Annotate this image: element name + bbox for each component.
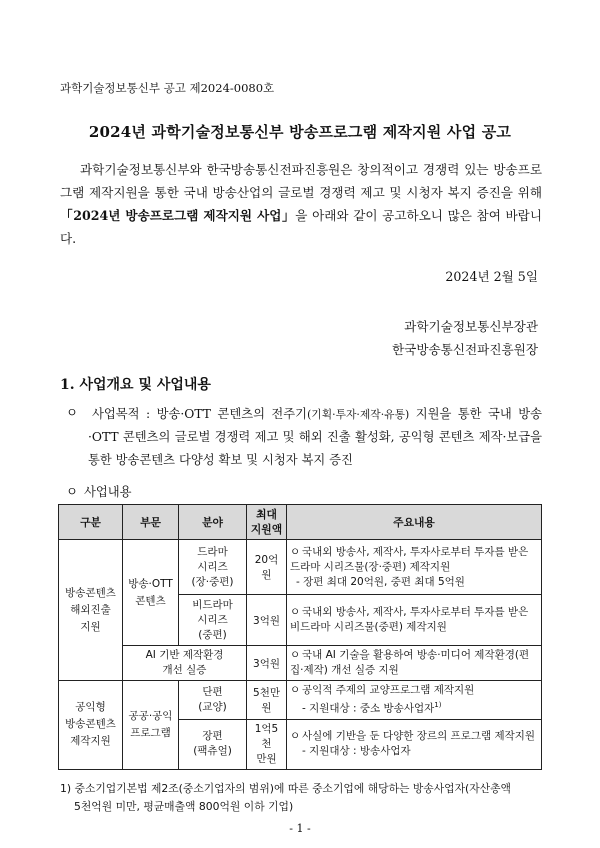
field-cell: 단편 (교양) <box>179 681 247 720</box>
details-cell <box>287 540 542 595</box>
detail-text: 국내외 방송사, 제작사, 투자사로부터 투자를 받은 비드라마 시리즈물(중편) 제작지원 <box>290 606 529 633</box>
details-cell <box>287 681 542 720</box>
field-cell: 장편 (팩츄얼) <box>179 719 247 769</box>
purpose-text-1: 방송·OTT 콘텐츠의 전주기 <box>156 407 308 421</box>
footnote-line-1: 1) 중소기업기본법 제2조(중소기업자의 범위)에 따른 중소기업에 해당하는 방송사업자(자산총액 <box>60 782 511 795</box>
intro-paragraph <box>60 158 542 250</box>
detail-bullet: ㅇ <box>290 545 301 558</box>
detail-subtext: - 지원대상 : 중소 방송사업자 <box>302 702 435 715</box>
bullet-mark: ㅇ <box>66 406 78 420</box>
field-cell: 비드라마 시리즈 (중편) <box>179 595 247 646</box>
content-label: 사업내용 <box>84 485 132 499</box>
intro-program-name: 「2024년 방송프로그램 제작지원 사업」 <box>60 208 296 223</box>
purpose-bullet <box>66 403 84 421</box>
notice-number: 과학기술정보통신부 공고 제2024-0080호 <box>60 81 275 95</box>
footnote-line-2: 5천억원 미만, 평균매출액 800억원 이하 기업) <box>74 800 294 813</box>
header-division: 부문 <box>123 505 179 540</box>
details-cell <box>287 595 542 646</box>
detail-bullet: ㅇ <box>290 684 301 696</box>
details-cell <box>287 719 542 769</box>
content-bullet <box>66 482 132 500</box>
header-max-support: 최대 지원액 <box>247 505 287 540</box>
detail-subtext: - 지원대상 : 방송사업자 <box>302 745 411 757</box>
section-1-title: 1. 사업개요 및 사업내용 <box>60 377 211 393</box>
purpose-text-2: 지원을 통한 국내 방송·OTT 콘텐츠의 글로벌 경쟁력 제고 및 해외 진출 활성화, 공익형 콘텐츠 제작·보급을 통한 방송콘텐츠 다양성 확보 및 시청자 복지 증진 <box>88 407 542 467</box>
amount-cell: 5천만원 <box>247 681 287 720</box>
signatory-ministry: 과학기술정보통신부장관 <box>404 319 538 334</box>
signatory-agency: 한국방송통신전파진흥원장 <box>392 342 538 357</box>
header-field: 분야 <box>179 505 247 540</box>
purpose-paragraph <box>88 403 542 472</box>
intro-text-2: 을 아래와 같이 공고하오니 많은 참여 바랍니다. <box>60 208 543 246</box>
footnote <box>60 780 544 816</box>
header-details: 주요내용 <box>287 505 542 540</box>
notice-date: 2024년 2월 5일 <box>445 269 538 284</box>
field-cell: AI 기반 제작환경 개선 실증 <box>123 646 247 681</box>
program-table <box>58 504 542 770</box>
document-title: 2024년 과학기술정보통신부 방송프로그램 제작지원 사업 공고 <box>88 123 512 141</box>
table-row <box>59 681 542 720</box>
table-row <box>59 540 542 595</box>
table-header-row <box>59 505 542 540</box>
amount-cell: 3억원 <box>247 646 287 681</box>
footnote-ref: 1) <box>434 701 442 709</box>
category-cell: 방송콘텐츠 해외진출 지원 <box>59 540 123 681</box>
bullet-mark: ㅇ <box>66 485 78 499</box>
detail-text: 국내 AI 기술을 활용하여 방송·미디어 제작환경(편집·제작) 개선 실증 지원 <box>290 649 530 676</box>
amount-cell: 1억5천 만원 <box>247 719 287 769</box>
purpose-label: 사업목적 : <box>92 407 151 421</box>
amount-cell: 20억원 <box>247 540 287 595</box>
details-cell <box>287 646 542 681</box>
header-category: 구분 <box>59 505 123 540</box>
detail-text: 사실에 기반을 둔 다양한 장르의 프로그램 제작지원 <box>302 730 536 742</box>
page-number: - 1 - <box>289 822 311 835</box>
category-cell: 공익형 방송콘텐츠 제작지원 <box>59 681 123 770</box>
detail-bullet: ㅇ <box>290 606 301 618</box>
purpose-stages: (기획·투자·제작·유통) <box>307 408 410 421</box>
detail-text: 국내외 방송사, 제작사, 투자사로부터 투자를 받은 드라마 시리즈물(장·중편) 제작지원 <box>290 545 529 573</box>
table-row <box>59 646 542 681</box>
detail-subtext: - 장편 최대 20억원, 중편 최대 5억원 <box>296 575 465 588</box>
division-cell: 공공·공익 프로그램 <box>123 681 179 770</box>
detail-text: 공익적 주제의 교양프로그램 제작지원 <box>302 684 475 696</box>
detail-bullet: ㅇ <box>290 649 301 661</box>
detail-bullet: ㅇ <box>290 730 301 742</box>
field-cell: 드라마 시리즈 (장·중편) <box>179 540 247 595</box>
intro-text-1: 과학기술정보통신부와 한국방송통신전파진흥원은 창의적이고 경쟁력 있는 방송프로그램 제작지원을 통한 국내 방송산업의 글로벌 경쟁력 제고 및 시청자 복지 증진을 위해 <box>60 162 542 200</box>
division-cell: 방송·OTT 콘텐츠 <box>123 540 179 646</box>
amount-cell: 3억원 <box>247 595 287 646</box>
